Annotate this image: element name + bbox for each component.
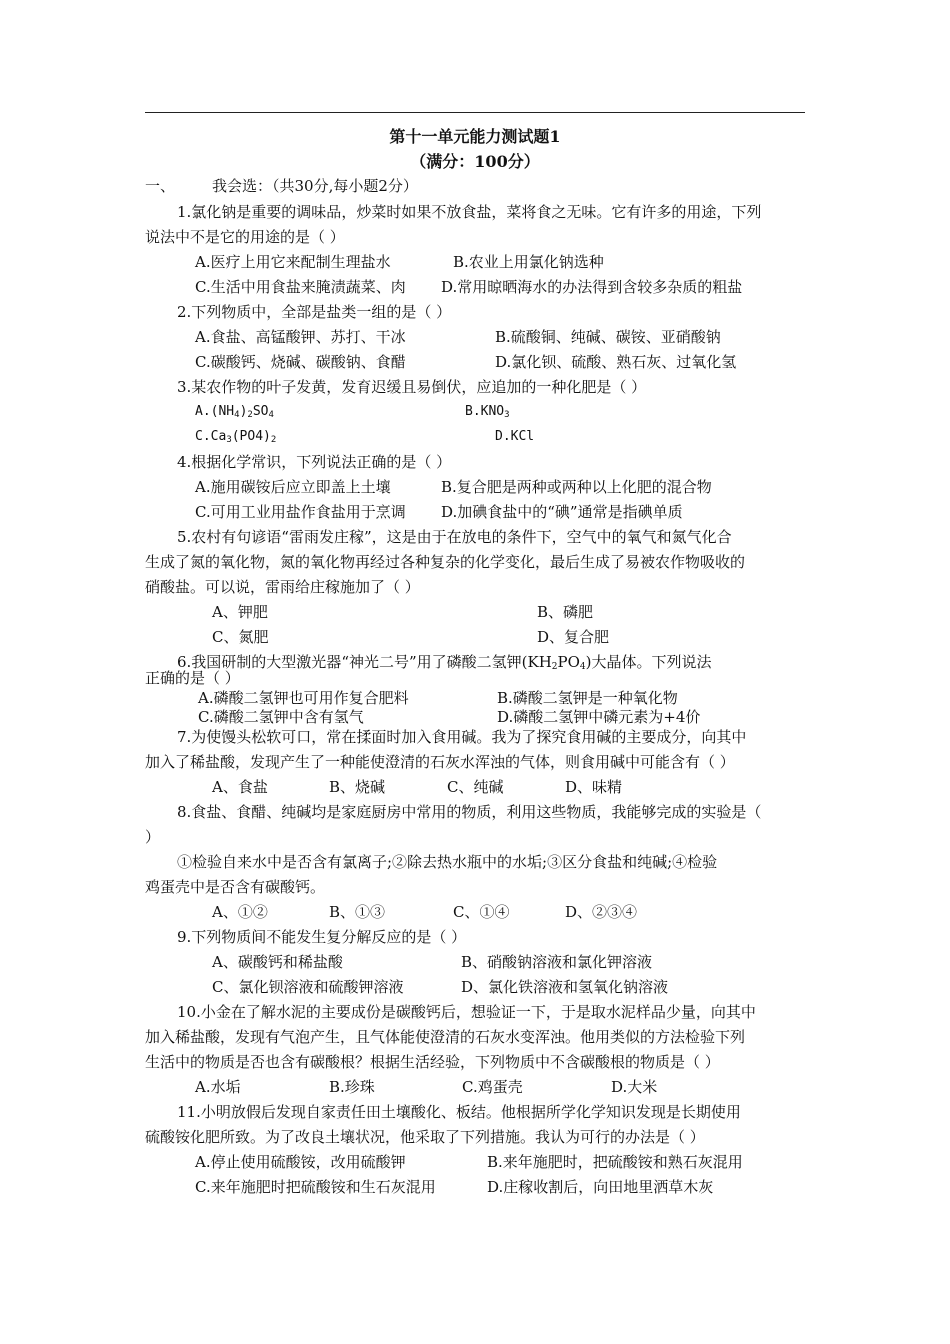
q9-option-c: C、氯化钡溶液和硫酸钾溶液 [212,978,404,996]
section-number: 一、 [145,177,176,195]
q9-stem: 9.下列物质间不能发生复分解反应的是（ ） [177,928,467,946]
q3-stem: 3.某农作物的叶子发黄，发育迟缓且易倒伏，应追加的一种化肥是（ ） [177,378,647,396]
q5-option-b: B、磷肥 [537,603,594,621]
q4-option-a: A.施用碳铵后应立即盖上土壤 [195,478,391,496]
page-title: 第十一单元能力测试题1 [389,127,561,146]
q2-stem: 2.下列物质中，全部是盐类一组的是（ ） [177,303,452,321]
q4-option-d: D.加碘食盐中的“碘”通常是指碘单质 [441,503,683,521]
q1-option-c: C.生活中用食盐来腌渍蔬菜、肉 [195,278,406,296]
q8-items-1: ①检验自来水中是否含有氯离子;②除去热水瓶中的水垢;③区分食盐和纯碱;④检验 [177,853,718,871]
q6-option-d: D.磷酸二氢钾中磷元素为+4价 [497,708,701,726]
q2-option-b: B.硫酸铜、纯碱、碳铵、亚硝酸钠 [495,328,721,346]
q7-option-b: B、烧碱 [329,778,386,796]
q9-option-b: B、硝酸钠溶液和氯化钾溶液 [461,953,653,971]
q3-option-c: $C.Ca_3(PO4)_2$ [195,429,277,445]
q11-stem-1: 11.小明放假后发现自家责任田土壤酸化、板结。他根据所学化学知识发现是长期使用 [177,1103,741,1121]
q1-option-d: D.常用晾晒海水的办法得到含较多杂质的粗盐 [441,278,743,296]
q5-option-a: A、钾肥 [212,603,268,621]
q1-stem-2: 说法中不是它的用途的是（ ） [145,228,345,246]
q10-stem-2: 加入稀盐酸，发现有气泡产生，且气体能使澄清的石灰水变浑浊。他用类似的方法检验下列 [145,1028,746,1046]
q8-option-a: A、①② [212,903,268,921]
q7-option-c: C、纯碱 [447,778,504,796]
q8-stem-2: ） [145,828,161,846]
q10-option-a: A.水垢 [195,1078,241,1096]
q11-option-c: C.来年施肥时把硫酸铵和生石灰混用 [195,1178,436,1196]
q5-stem-1: 5.农村有句谚语“雷雨发庄稼”，这是由于在放电的条件下，空气中的氧气和氮气化合 [177,528,732,546]
q7-option-d: D、味精 [565,778,623,796]
q6-option-c: C.磷酸二氢钾中含有氢气 [198,708,364,726]
top-rule [145,112,805,113]
q4-stem: 4.根据化学常识，下列说法正确的是（ ） [177,453,452,471]
q6-option-b: B.磷酸二氢钾是一种氧化物 [497,689,678,707]
q11-option-a: A.停止使用硫酸铵，改用硫酸钾 [195,1153,406,1171]
q8-option-b: B、①③ [329,903,386,921]
q9-option-a: A、碳酸钙和稀盐酸 [212,953,343,971]
q2-option-a: A.食盐、高锰酸钾、苏打、干冰 [195,328,406,346]
q8-items-2: 鸡蛋壳中是否含有碳酸钙。 [145,878,326,896]
q3-option-d: D.KCl [495,429,535,444]
section-heading: 我会选：（共30分,每小题2分） [212,177,418,195]
q2-option-d: D.氯化钡、硫酸、熟石灰、过氧化氢 [495,353,737,371]
q7-stem-2: 加入了稀盐酸，发现产生了一种能使澄清的石灰水浑浊的气体，则食用碱中可能含有（ ） [145,753,735,771]
q5-option-c: C、氮肥 [212,628,269,646]
q3-option-b: $B.KNO_3$ [465,404,510,420]
q10-option-d: D.大米 [611,1078,658,1096]
q1-option-b: B.农业上用氯化钠选种 [453,253,604,271]
q8-stem-1: 8.食盐、食醋、纯碱均是家庭厨房中常用的物质，利用这些物质，我能够完成的实验是（ [177,803,762,821]
q4-option-c: C.可用工业用盐作食盐用于烹调 [195,503,406,521]
q11-option-b: B.来年施肥时，把硫酸铵和熟石灰混用 [487,1153,743,1171]
q10-stem-1: 10.小金在了解水泥的主要成份是碳酸钙后，想验证一下，于是取水泥样品少量，向其中 [177,1003,756,1021]
q6-stem-2: 正确的是（ ） [145,669,240,687]
q2-option-c: C.碳酸钙、烧碱、碳酸钠、食醋 [195,353,406,371]
q10-option-b: B.珍珠 [329,1078,375,1096]
q1-stem-1: 1.氯化钠是重要的调味品，炒菜时如果不放食盐，菜将食之无味。它有许多的用途，下列 [177,203,762,221]
q5-option-d: D、复合肥 [537,628,610,646]
q5-stem-2: 生成了氮的氧化物，氮的氧化物再经过各种复杂的化学变化，最后生成了易被农作物吸收的 [145,553,746,571]
q11-option-d: D.庄稼收割后，向田地里洒草木灰 [487,1178,714,1196]
q8-option-d: D、②③④ [565,903,638,921]
q1-option-a: A.医疗上用它来配制生理盐水 [195,253,391,271]
q3-option-a: $A.(NH_4)_2SO_4$ [195,404,274,420]
q11-stem-2: 硫酸铵化肥所致。为了改良土壤状况，他采取了下列措施。我认为可行的办法是（ ） [145,1128,705,1146]
q7-stem-1: 7.为使馒头松软可口，常在揉面时加入食用碱。我为了探究食用碱的主要成分，向其中 [177,728,747,746]
q8-option-c: C、①④ [453,903,510,921]
q4-option-b: B.复合肥是两种或两种以上化肥的混合物 [441,478,712,496]
q10-stem-3: 生活中的物质是否也含有碳酸根？根据生活经验，下列物质中不含碳酸根的物质是（ ） [145,1053,720,1071]
page-subtitle: （满分：100分） [410,152,540,171]
q6-stem-1: 6.我国研制的大型激光器“神光二号”用了磷酸二氢钾$(KH_2PO_4)$大晶体。下列说法 [177,653,712,672]
q7-option-a: A、食盐 [212,778,268,796]
q9-option-d: D、氯化铁溶液和氢氧化钠溶液 [461,978,669,996]
q10-option-c: C.鸡蛋壳 [462,1078,523,1096]
q5-stem-3: 硝酸盐。可以说，雷雨给庄稼施加了（ ） [145,578,420,596]
q6-option-a: A.磷酸二氢钾也可用作复合肥料 [198,689,409,707]
